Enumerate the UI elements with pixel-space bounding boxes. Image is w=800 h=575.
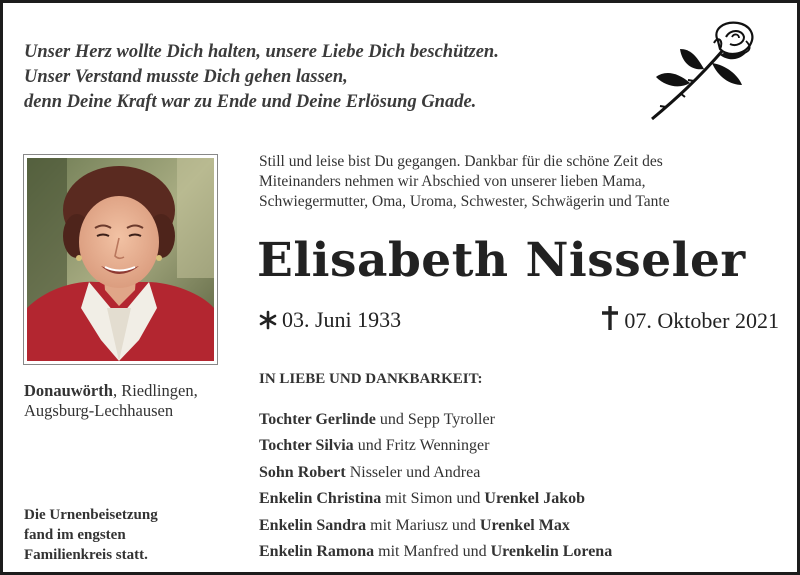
mourner-connector: mit Mariusz und (366, 516, 480, 534)
burial-line: fand im engsten (24, 527, 126, 543)
mourner-primary: Tochter Silvia (259, 437, 354, 455)
mourner-secondary: Urenkel Jakob (484, 490, 585, 508)
birth-date (259, 305, 401, 335)
mourner-connector: mit Manfred und (374, 542, 491, 560)
mourner-entry (259, 486, 779, 512)
mourner-connector: mit Simon und (381, 490, 485, 508)
mourner-entry (259, 460, 779, 486)
life-dates (259, 305, 779, 335)
burial-note (24, 505, 244, 565)
mourner-entry (259, 513, 779, 539)
mourner-primary: Enkelin Sandra (259, 516, 367, 534)
intro-line: Schwiegermutter, Oma, Uroma, Schwester, Schwägerin und Tante (259, 193, 670, 210)
memorial-poem (24, 40, 624, 115)
mourners-list (259, 407, 779, 565)
mourner-primary: Enkelin Christina (259, 490, 382, 508)
cross-icon (601, 305, 619, 331)
gratitude-heading: IN LIEBE UND DANKBARKEIT: (259, 371, 483, 387)
poem-line: Unser Verstand musste Dich gehen lassen, (24, 67, 348, 87)
portrait-photo (27, 158, 214, 361)
mourner-secondary: Urenkel Max (479, 516, 570, 534)
mourner-secondary: Urenkelin Lorena (490, 542, 613, 560)
mourner-entry (259, 433, 779, 459)
place-primary: Donauwörth (24, 381, 113, 400)
death-date-value: 07. Oktober 2021 (624, 308, 779, 333)
deceased-name: Elisabeth Nisseler (257, 233, 746, 288)
place-line-2: Augsburg-Lechhausen (24, 401, 174, 420)
rose-icon (646, 19, 758, 123)
mourner-primary: Sohn Robert (259, 463, 346, 481)
mourner-connector: Nisseler und Andrea (345, 463, 481, 481)
place-secondary: , Riedlingen, (112, 381, 198, 400)
residence-places (24, 381, 244, 421)
mourner-primary: Enkelin Ramona (259, 542, 375, 560)
portrait-frame (23, 154, 218, 365)
birth-date-value: 03. Juni 1933 (282, 307, 402, 332)
burial-line: Die Urnenbeisetzung (24, 507, 158, 523)
intro-text (259, 152, 779, 212)
mourner-connector: und Fritz Wenninger (353, 437, 490, 455)
birth-star-icon (259, 310, 277, 330)
mourner-entry (259, 407, 779, 433)
intro-line: Still und leise bist Du gegangen. Dankbar für die schöne Zeit des (259, 153, 663, 170)
intro-line: Miteinanders nehmen wir Abschied von unserer lieben Mama, (259, 173, 646, 190)
mourner-connector: und Sepp Tyroller (375, 411, 495, 428)
burial-line: Familienkreis statt. (24, 547, 148, 563)
mourner-primary: Tochter Gerlinde (259, 411, 376, 428)
poem-line: Unser Herz wollte Dich halten, unsere Liebe Dich beschützen. (24, 42, 499, 62)
poem-line: denn Deine Kraft war zu Ende und Deine Erlösung Gnade. (24, 92, 477, 112)
mourner-entry (259, 539, 779, 565)
death-date (601, 305, 779, 336)
